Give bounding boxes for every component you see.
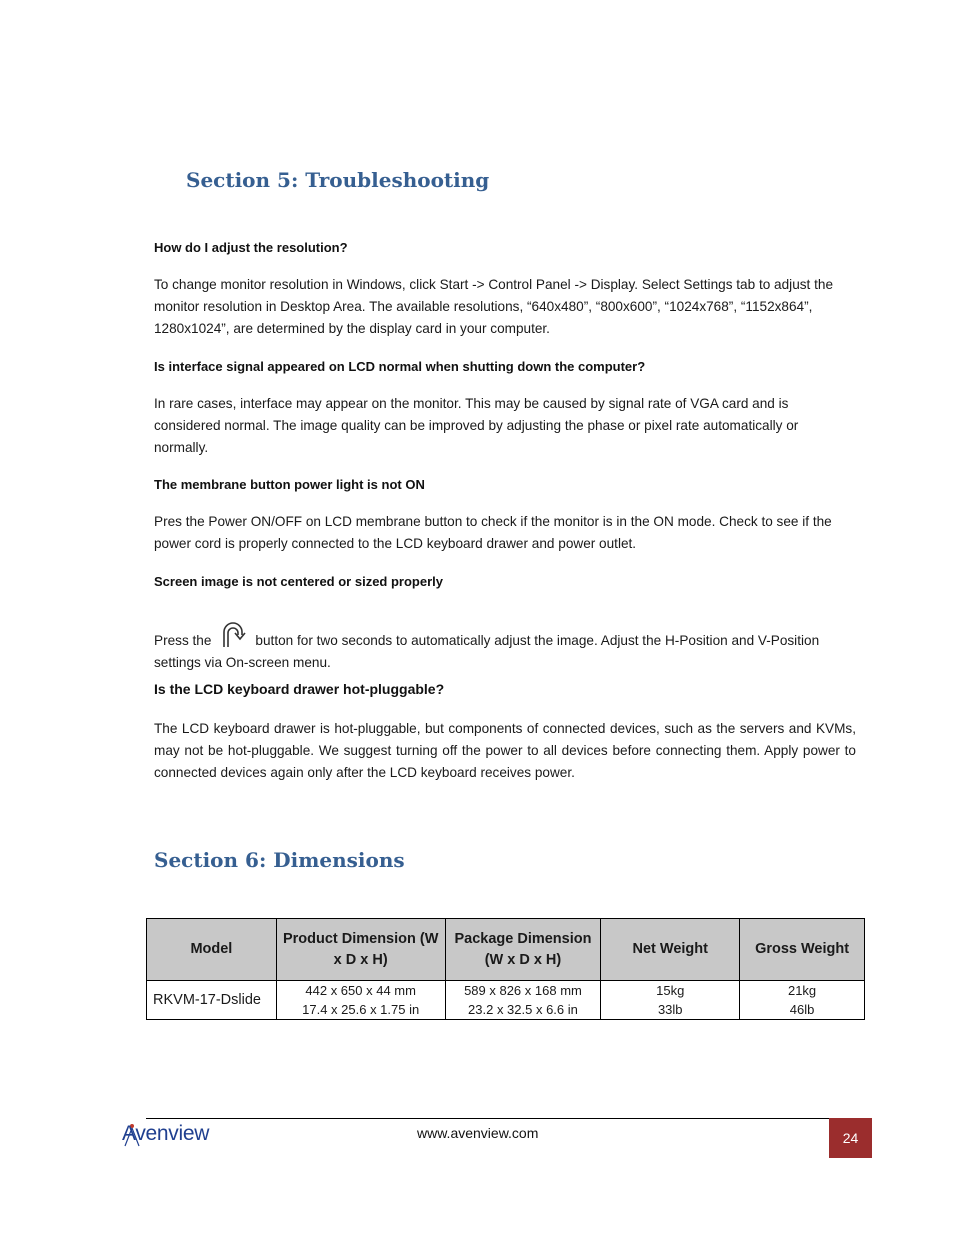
answer-text-before-icon: Press the	[154, 633, 212, 648]
faq-question-power-light: The membrane button power light is not ON	[154, 477, 425, 492]
faq-question-hot-pluggable: Is the LCD keyboard drawer hot-pluggable?	[154, 681, 445, 697]
table-row	[147, 981, 865, 1020]
table-header-row	[147, 919, 865, 981]
cell-package-dimension: 589 x 826 x 168 mm 23.2 x 32.5 x 6.6 in	[445, 981, 601, 1020]
header-gross-weight: Gross Weight	[740, 919, 865, 981]
faq-answer-power-light: Pres the Power ON/OFF on LCD membrane button to check if the monitor is in the ON mode. Check to see if the power cord is properly connected to the LCD keyboard drawer and power outlet.	[154, 514, 832, 551]
header-package-dimension: Package Dimension (W x D x H)	[445, 919, 601, 981]
header-net-weight: Net Weight	[601, 919, 740, 981]
dimensions-table	[146, 918, 865, 1020]
logo-text: Avenview	[122, 1122, 210, 1145]
page-number-badge: 24	[829, 1118, 872, 1158]
faq-answer-resolution: To change monitor resolution in Windows, click Start -> Control Panel -> Display. Select Settings tab to adjust the monitor resolution in Desktop Area. The available resolutions, “640x480”, “800x600”, “1024x768”, “1152x864”, 1280x1024”, are determined by the display card in your computer.	[154, 277, 834, 336]
header-model: Model	[147, 919, 277, 981]
header-product-dimension: Product Dimension (W x D x H)	[276, 919, 445, 981]
avenview-logo	[122, 1122, 218, 1155]
section-6-title: Section 6: Dimensions	[154, 848, 405, 872]
cell-gross-weight: 21kg 46lb	[740, 981, 865, 1020]
faq-question-interface-signal: Is interface signal appeared on LCD normal when shutting down the computer?	[154, 359, 646, 374]
faq-answer-interface-signal: In rare cases, interface may appear on the monitor. This may be caused by signal rate of VGA card and is considered normal. The image quality can be improved by adjusting the phase or pixel rate automatically or normally.	[154, 396, 799, 455]
cell-model: RKVM-17-Dslide	[147, 981, 277, 1020]
faq-answer-screen-image	[154, 619, 856, 674]
faq-answer-hot-pluggable: The LCD keyboard drawer is hot-pluggable, but components of connected devices, such as the servers and KVMs, may not be hot-pluggable. We suggest turning off the power to all devices before connecting them. Apply power to connected devices again only after the LCD keyboard receives power.	[154, 721, 856, 780]
auto-adjust-icon	[217, 619, 249, 649]
faq-question-screen-image: Screen image is not centered or sized properly	[154, 574, 443, 589]
section-5-title: Section 5: Troubleshooting	[186, 168, 490, 192]
cell-net-weight: 15kg 33lb	[601, 981, 740, 1020]
faq-question-resolution: How do I adjust the resolution?	[154, 240, 348, 255]
answer-text-after-icon: button for two seconds to automatically adjust the image. Adjust the H-Position and V-Position settings via On-screen menu.	[154, 633, 820, 670]
footer-divider	[146, 1118, 830, 1119]
cell-product-dimension: 442 x 650 x 44 mm 17.4 x 25.6 x 1.75 in	[276, 981, 445, 1020]
footer-website-link[interactable]: www.avenview.com	[417, 1125, 539, 1141]
